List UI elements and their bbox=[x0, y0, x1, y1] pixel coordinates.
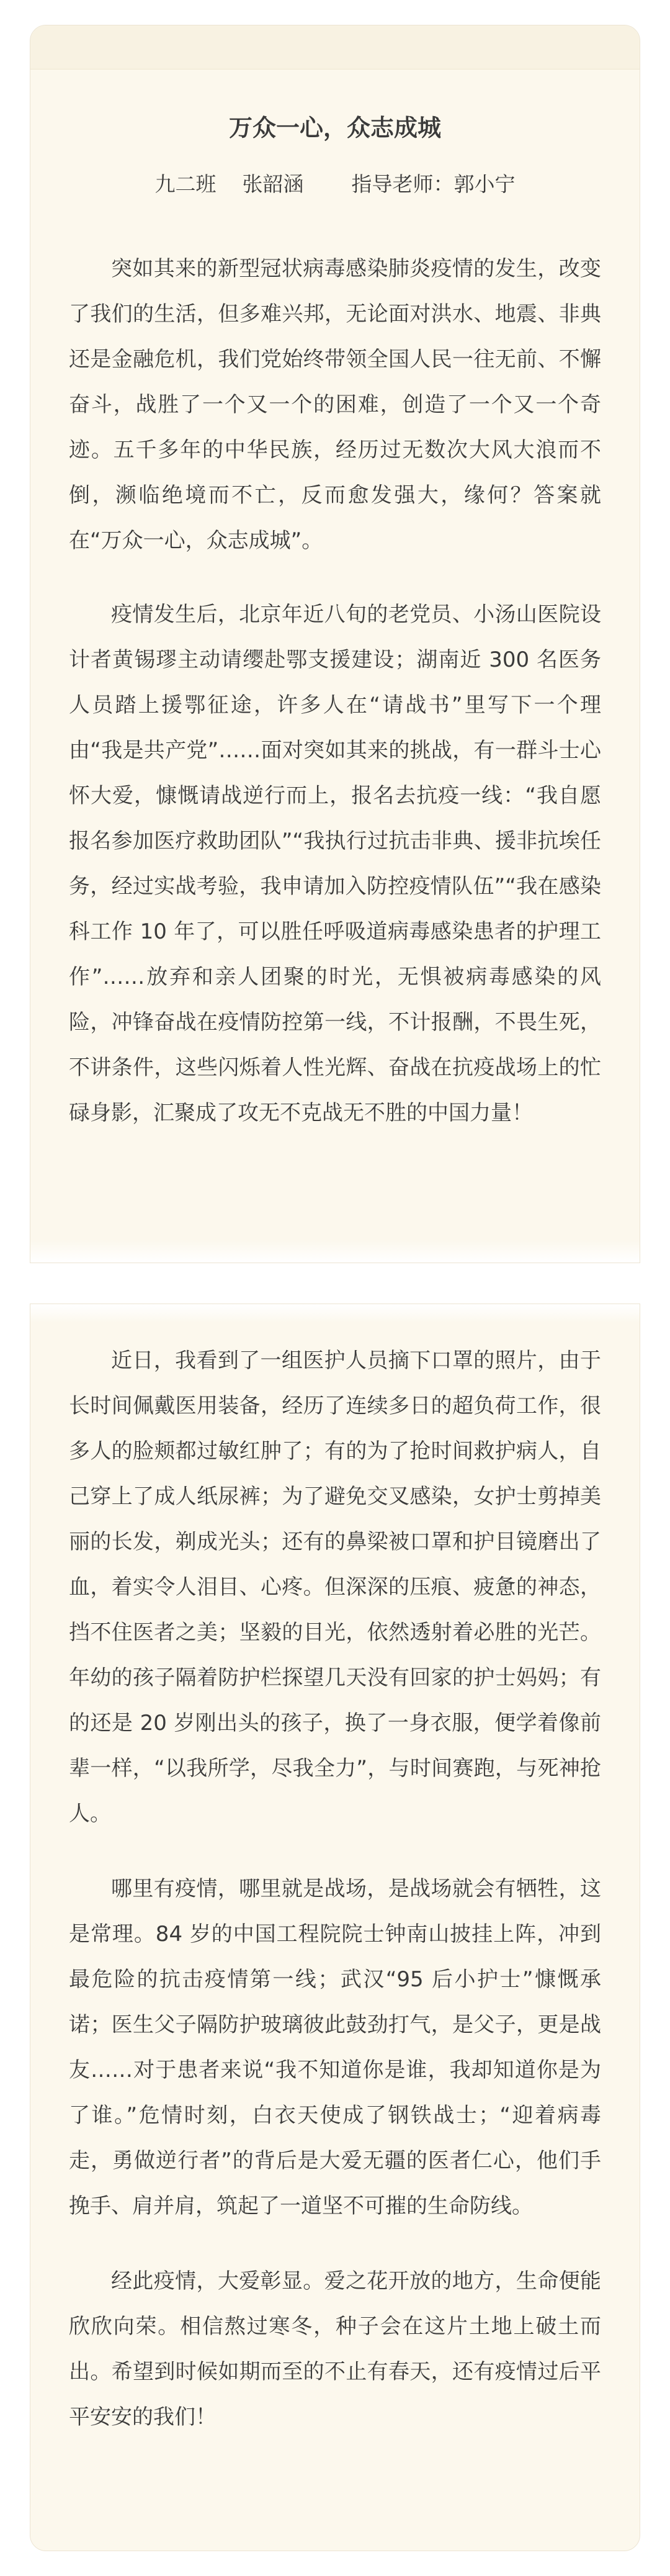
paragraph: 经此疫情，大爱彰显。爱之花开放的地方，生命便能欣欣向荣。相信熬过寒冬，种子会在这片土地上破土而出。希望到时候如期而至的不止有春天，还有疫情过后平平安安的我们！ bbox=[69, 2269, 601, 2430]
article-byline bbox=[69, 166, 601, 203]
article-card-bottom bbox=[30, 1304, 640, 2551]
article-content-part1 bbox=[69, 106, 601, 1136]
card-top-fade bbox=[30, 1304, 640, 1323]
paragraph: 疫情发生后，北京年近八旬的老党员、小汤山医院设计者黄锡璆主动请缨赴鄂支援建设；湖南近 300 名医务人员踏上援鄂征途，许多人在“请战书”里写下一个理由“我是共产党”……面对突如其来的挑战，有一群斗士心怀大爱，慷慨请战逆行而上，报名去抗疫一线：“我自愿报名参加医疗救助团队”“我执行过抗击非典、援非抗埃任务，经过实战考验，我申请加入防控疫情队伍”“我在感染科工作 10 年了，可以胜任呼吸道病毒感染患者的护理工作”……放弃和亲人团聚的时光，无惧被病毒感染的风险，冲锋奋战在疫情防控第一线，不计报酬，不畏生死，不讲条件，这些闪烁着人性光辉、奋战在抗疫战场上的忙碌身影，汇聚成了攻无不克战无不胜的中国力量！ bbox=[69, 602, 601, 1125]
class-name: 九二班 bbox=[154, 172, 217, 196]
paragraph: 近日，我看到了一组医护人员摘下口罩的照片，由于长时间佩戴医用装备，经历了连续多日的超负荷工作，很多人的脸颊都过敏红肿了；有的为了抢时间救护病人，自己穿上了成人纸尿裤；为了避免交叉感染，女护士剪掉美丽的长发，剃成光头；还有的鼻梁被口罩和护目镜磨出了血，着实令人泪目、心疼。但深深的压痕、疲惫的神态，挡不住医者之美；坚毅的目光，依然透射着必胜的光芒。年幼的孩子隔着防护栏探望几天没有回家的护士妈妈；有的还是 20 岁刚出头的孩子，换了一身衣服，便学着像前辈一样，“以我所学，尽我全力”，与时间赛跑，与死神抢人。 bbox=[69, 1348, 601, 1826]
paragraph: 哪里有疫情，哪里就是战场，是战场就会有牺牲，这是常理。84 岁的中国工程院院士钟南山披挂上阵，冲到最危险的抗击疫情第一线；武汉“95 后小护士”慷慨承诺；医生父子隔防护玻璃彼此鼓劲打气，是父子，更是战友……对于患者来说“我不知道你是谁，我却知道你是为了谁。”危情时刻，白衣天使成了钢铁战士；“迎着病毒走，勇做逆行者”的背后是大爱无疆的医者仁心，他们手挽手、肩并肩，筑起了一道坚不可摧的生命防线。 bbox=[69, 1876, 601, 2218]
article-card-top bbox=[30, 25, 640, 1263]
article-title: 万众一心，众志成城 bbox=[228, 114, 441, 142]
article-content-part2 bbox=[69, 1338, 601, 2440]
teacher-name: 指导老师：郭小宁 bbox=[351, 172, 516, 196]
author-name: 张韶涵 bbox=[242, 172, 304, 196]
card-header-band bbox=[30, 25, 640, 70]
paragraph: 突如其来的新型冠状病毒感染肺炎疫情的发生，改变了我们的生活，但多难兴邦，无论面对洪水、地震、非典还是金融危机，我们党始终带领全国人民一往无前、不懈奋斗，战胜了一个又一个的困难，创造了一个又一个奇迹。五千多年的中华民族，经历过无数次大风大浪而不倒，濒临绝境而不亡，反而愈发强大，缘何？答案就在“万众一心，众志成城”。 bbox=[69, 256, 601, 553]
card-bottom-fade bbox=[30, 1240, 640, 1263]
